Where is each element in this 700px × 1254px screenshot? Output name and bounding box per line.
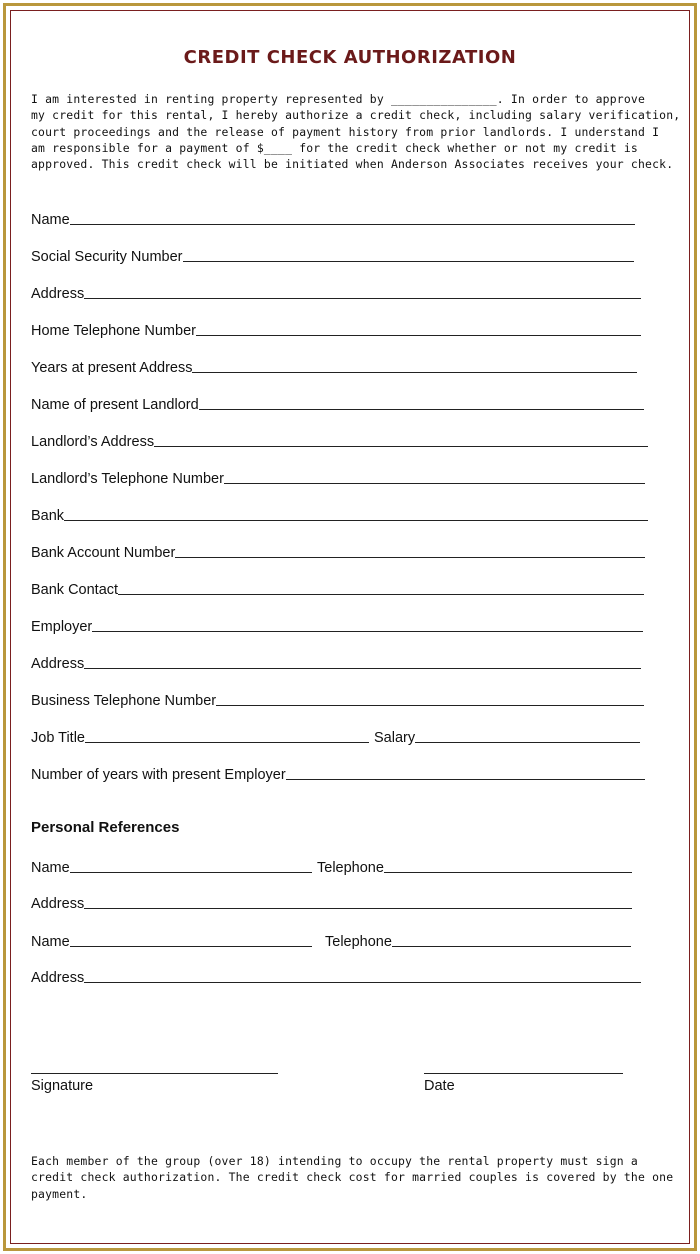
landlord-name-label: Name of present Landlord — [31, 397, 199, 413]
business-phone-label: Business Telephone Number — [31, 693, 217, 709]
reference-1-name-field[interactable] — [31, 854, 312, 876]
landlord-name-line[interactable] — [199, 409, 644, 410]
landlord-phone-field[interactable] — [31, 465, 645, 487]
reference-1-name-line[interactable] — [70, 872, 312, 873]
reference-1-address-label: Address — [31, 896, 85, 912]
employer-address-line[interactable] — [84, 668, 641, 669]
years-address-label: Years at present Address — [31, 360, 193, 376]
reference-1-phone-field[interactable] — [317, 854, 632, 876]
landlord-phone-line[interactable] — [224, 483, 645, 484]
job-title-line[interactable] — [85, 742, 369, 743]
business-phone-field[interactable] — [31, 687, 644, 709]
years-address-field[interactable] — [31, 354, 637, 376]
reference-2-name-line[interactable] — [70, 946, 312, 947]
reference-2-phone-field[interactable] — [325, 928, 631, 950]
date-line[interactable] — [424, 1073, 623, 1074]
home-phone-line[interactable] — [196, 335, 641, 336]
address-label: Address — [31, 286, 85, 302]
home-phone-label: Home Telephone Number — [31, 323, 196, 339]
form-title: CREDIT CHECK AUTHORIZATION — [183, 47, 517, 68]
landlord-address-label: Landlord’s Address — [31, 434, 155, 450]
employer-field[interactable] — [31, 613, 643, 635]
salary-label: Salary — [374, 730, 416, 746]
years-address-line[interactable] — [192, 372, 637, 373]
reference-1-address-field[interactable] — [31, 890, 632, 912]
footer-line: payment. — [31, 1186, 88, 1201]
intro-line: court proceedings and the release of payment history from prior landlords. I understand I — [31, 124, 660, 139]
intro-line: approved. This credit check will be initiated when Anderson Associates receives your check. — [31, 157, 674, 172]
name-line[interactable] — [70, 224, 635, 225]
bank-contact-line[interactable] — [118, 594, 644, 595]
ssn-label: Social Security Number — [31, 249, 183, 265]
reference-2-address-line[interactable] — [84, 982, 641, 983]
intro-line: am responsible for a payment of $____ for the credit check whether or not my credit is — [31, 140, 638, 155]
reference-2-phone-line[interactable] — [392, 946, 631, 947]
address-line[interactable] — [84, 298, 641, 299]
home-phone-field[interactable] — [31, 317, 641, 339]
employer-address-label: Address — [31, 656, 85, 672]
salary-field[interactable] — [374, 724, 640, 746]
ssn-line[interactable] — [183, 261, 635, 262]
reference-2-address-field[interactable] — [31, 964, 641, 986]
signature-label: Signature — [31, 1078, 94, 1094]
bank-account-label: Bank Account Number — [31, 545, 176, 561]
landlord-phone-label: Landlord’s Telephone Number — [31, 471, 224, 487]
footer-line: Each member of the group (over 18) intending to occupy the rental property must sign a — [31, 1154, 638, 1168]
ssn-field[interactable] — [31, 243, 634, 265]
reference-1-phone-line[interactable] — [384, 872, 632, 873]
reference-1-address-line[interactable] — [84, 908, 632, 909]
signature-line[interactable] — [31, 1073, 278, 1074]
reference-2-name-field[interactable] — [31, 928, 312, 950]
reference-1-name-label: Name — [31, 860, 70, 876]
years-employer-field[interactable] — [31, 761, 645, 783]
landlord-name-field[interactable] — [31, 391, 644, 413]
landlord-address-field[interactable] — [31, 428, 648, 450]
footer-line: credit check authorization. The credit check cost for married couples is covered by the one — [31, 1170, 674, 1185]
name-label: Name — [31, 212, 70, 228]
address-field[interactable] — [31, 280, 641, 302]
bank-contact-field[interactable] — [31, 576, 644, 598]
intro-line: my credit for this rental, I hereby authorize a credit check, including salary verification, — [31, 108, 681, 123]
bank-label: Bank — [31, 508, 65, 524]
employer-label: Employer — [31, 619, 93, 635]
reference-1-phone-label: Telephone — [317, 860, 384, 876]
bank-field[interactable] — [31, 502, 648, 524]
reference-2-phone-label: Telephone — [325, 934, 392, 950]
intro-paragraph — [31, 91, 681, 172]
bank-account-line[interactable] — [175, 557, 645, 558]
footer-note — [31, 1153, 674, 1202]
employer-address-field[interactable] — [31, 650, 641, 672]
years-employer-label: Number of years with present Employer — [31, 767, 286, 783]
reference-2-name-label: Name — [31, 934, 70, 950]
employer-line[interactable] — [92, 631, 643, 632]
years-employer-line[interactable] — [286, 779, 645, 780]
job-title-label: Job Title — [31, 730, 85, 746]
bank-line[interactable] — [64, 520, 648, 521]
references-heading: Personal References — [31, 819, 180, 836]
landlord-address-line[interactable] — [154, 446, 648, 447]
bank-contact-label: Bank Contact — [31, 582, 119, 598]
name-field[interactable] — [31, 206, 635, 228]
date-label: Date — [424, 1078, 455, 1094]
salary-line[interactable] — [415, 742, 640, 743]
reference-2-address-label: Address — [31, 970, 85, 986]
business-phone-line[interactable] — [216, 705, 644, 706]
intro-line: I am interested in renting property represented by _______________. In order to approve — [31, 92, 646, 106]
job-title-field[interactable] — [31, 724, 369, 746]
bank-account-field[interactable] — [31, 539, 645, 561]
